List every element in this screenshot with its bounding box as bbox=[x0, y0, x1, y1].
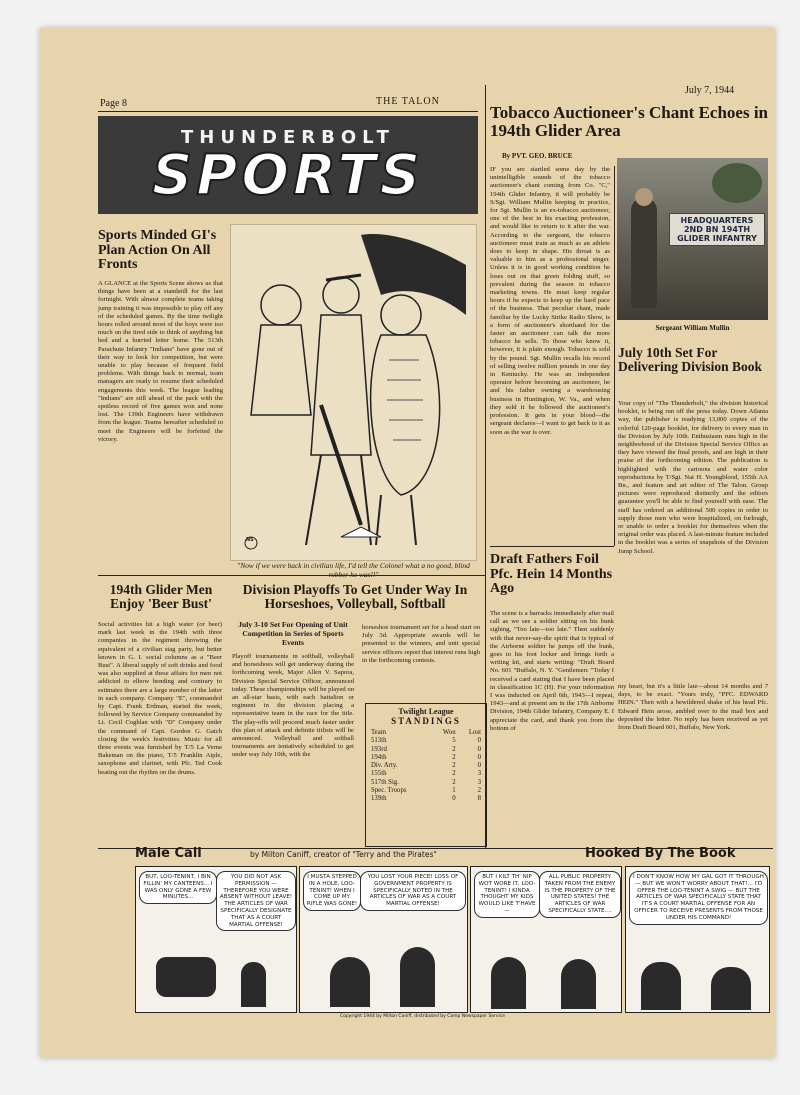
sports-banner bbox=[98, 116, 478, 214]
issue-date: July 7, 1944 bbox=[685, 85, 735, 96]
soldier-head bbox=[635, 188, 653, 206]
speech-balloon: YOU DID NOT ASK PERMISSION — THEREFORE YOU WERE ABSENT WITHOUT LEAVE! THE ARTICLES OF WAR SPECIFICALLY DESIGNATE THAT AS A COURT MARTIAL OFFENSE! bbox=[216, 871, 296, 931]
soldier-drawing bbox=[491, 957, 526, 1009]
page-number: Page 8 bbox=[100, 98, 127, 109]
officer-drawing bbox=[561, 959, 596, 1009]
jeep-drawing bbox=[156, 957, 216, 997]
team-name: 139th bbox=[371, 795, 387, 803]
officer-drawing bbox=[711, 967, 751, 1010]
division-book-body: Your copy of "The Thunderbolt," the division historical booklet, is being run off the press today. Down Atlanta way, the publisher is readying 13,000 copies of the colorful 120-page booklet, for delivery to every man in the Division by July 10th. Enthusiasm runs high in the neighborhood of the Division Special Service Office as they have viewed the final proofs, and are high in their praise of the forthcoming edition. The publication is highlighted with the cartoons and water color reproductions by T/Sgt. Nat H. Youngblood, 155th AA Bn., and feature and art editor of The Talon. Group pictures were reproduced distinctly and the editors guarantee you'll be able to find yourself with ease. The staff has ordered an additional 500 copies in order to supply those men who were hospitalized, on furlough, or unable to order a booklet for themselves when the original order was placed. A last-minute feature included in the booklet was a series of snapshots of the Division Jump School. bbox=[618, 400, 768, 555]
team-won: 1 bbox=[452, 787, 456, 795]
team-lost: 3 bbox=[477, 770, 481, 778]
officer-drawing bbox=[400, 947, 435, 1007]
team-won: 2 bbox=[452, 770, 456, 778]
team-won: 5 bbox=[452, 737, 456, 745]
photo-caption: Sergeant William Mullin bbox=[655, 324, 730, 332]
team-lost: 2 bbox=[477, 787, 481, 795]
team-lost: 8 bbox=[477, 795, 481, 803]
editorial-cartoon bbox=[230, 224, 477, 561]
playoffs-subhead: July 3-10 Set For Opening of Unit Competition in Series of Sports Events bbox=[238, 620, 348, 647]
table-row bbox=[369, 746, 483, 754]
tobacco-byline: By PVT. GEO. BRUCE bbox=[502, 152, 573, 160]
comic-panel-3 bbox=[470, 866, 622, 1013]
table-row bbox=[369, 770, 483, 778]
cartoonist-initials: NS bbox=[246, 537, 254, 543]
table-row bbox=[369, 754, 483, 762]
cartoon-caption: "Now if we were back in civilian life, I'd tell the Colonel what a no good, blind bbox=[237, 561, 470, 570]
team-name: 193rd bbox=[371, 745, 387, 753]
speech-balloon: ALL PUBLIC PROPERTY TAKEN FROM THE ENEMY IS THE PROPERTY OF THE UNITED STATES! THE ARTICLES OF WAR SPECIFICALLY STATE.... bbox=[539, 871, 621, 918]
standings-table bbox=[369, 729, 483, 804]
team-won: 2 bbox=[452, 745, 456, 753]
table-row bbox=[369, 779, 483, 787]
beer-bust-headline: 194th Glider Men Enjoy 'Beer Bust' bbox=[109, 582, 213, 612]
banner-line2: SPORTS bbox=[151, 142, 425, 208]
newspaper-page bbox=[40, 28, 775, 1058]
standings-subtitle: STANDINGS bbox=[391, 716, 461, 726]
beer-bust-body: Social activities hit a high water (or beer) mark last week in the 194th with three companies in the regiment throwing the equivalent of a civilian stag party, but better known in G. I. social columns as a "Beer Bust". A liberal supply of soft drinks and food was also supplied at these affairs for men not addicted to elbow bending and contrary to estimates there are a large number of the latter in each company. Company "E", commanded by Capt. Frank Erdman, started the week, followed by Service Company commanded by Lt. Cecil Coghlan with "D" Company under the command of Capt. Gordon G. Gatch closing the week's festivities. Music for all three events was furnished by T/5 La Verne Bakeman on the piano, T/5 Franklin Aiple, saxophone and clarinet, with Pfc. Ted Cook beating out the rhythm on the drums. bbox=[98, 621, 222, 776]
header-lost: Lost bbox=[468, 729, 481, 736]
cartoon-drawing bbox=[231, 225, 476, 560]
tobacco-body: IF you are startled some day by the unintelligible sounds of the tobacco auctioneer's chant coming from Co. "C," 194th Glider Infantry, it will probably be S/Sgt. William Mullin keeping in practice, for Sgt. Mullin is an ex-tobacco auctioneer, one of the best in his exacting profession, and would like to return to it after the war. According to the sergeant, the tobacco auctioneer must train as much as an athlete does to keep in shape. His throat is as valuable to him as a professional singer. Unless it is in good working condition he loses out on that green folding stuff, so prevalent during the season in tobacco marketing towns. He must keep regular hours if he expects to keep up the hard pace of the business. That peculiar chant, made familiar by the Lucky Strike Radio Show, is a form of auctioneer's shorthand for the faster an auctioneer can talk the more tobacco he sells. To those who know it, however, it is plain enough. Tobacco is sold by the pound. Sgt. Mullin recalls his record of selling twelve million pounds in one day in Kentucky. He was an independent operator before becoming an auctioneer, he and his father owning a warehousing business in Huntington, W. Va., and when they sold it he followed the auctioneer's profession. It gets in your blood—the sergeant declares—I want to get back to it as soon as the war is over. bbox=[490, 166, 610, 436]
table-row bbox=[369, 787, 483, 795]
soldier-figure bbox=[631, 198, 657, 308]
team-name: 155th bbox=[371, 770, 387, 778]
team-won: 2 bbox=[452, 778, 456, 786]
tree-shape bbox=[712, 163, 762, 203]
sports-body: A GLANCE at the Sports Scene shows us that things have been at a standstill for the last fortnight. With almost complete teams taking jump training it was impossible to play off any of the scheduled games. By the time twilight hours rolled around most of the boys were too much on the tired side to think of anything but bed and a hurried letter home. The 513th Parachute Infantry "Indians" have gone out of their way to look for competition, but were unable to play because of frequent field problems. With things back to normal, team managers are ready to resume their scheduled engagements this week. The league leading "Indians" are still ahead of the pack with the spotless record of five games won and none lost. The 139th Engineers have withdrawn from the league. Teams hereafter scheduled to meet the Engineers will be forfeited the victory. bbox=[98, 280, 223, 443]
sports-headline: Sports Minded GI's Plan Action On All Fronts bbox=[98, 228, 217, 273]
team-won: 2 bbox=[452, 753, 456, 761]
table-row bbox=[369, 762, 483, 770]
speech-balloon: BUT I KILT TH' NIP WOT WORE IT, LOO-TENINT! I KINDA THOUGHT MY KIDS WOULD LIKE T'HAVE— bbox=[474, 871, 540, 918]
soldier-drawing bbox=[241, 962, 266, 1007]
speech-balloon: YOU LOST YOUR PIECE! LOSS OF GOVERNMENT PROPERTY IS SPECIFICALLY NOTED IN THE ARTICLES OF WAR AS A COURT MARTIAL OFFENSE! bbox=[360, 871, 466, 911]
draft-body: The scene is a barracks immediately after mail call as we see a soldier sitting on his bunk sighing, "Too late—too late." Then suddenly with that never-say-die spirit that is typical of the Airborne soldier he jumps off the bunk, goes to his foot locker and brings forth a writing kit, and starts writing: "Draft Board No. 601 "Buffalo, N. Y. "Gentlemen: "Today I received a card stating that I have been placed in classification 1C (H). For your information I was inducted on April 6th, 1943—I repeat, 1943—and at present am in the 17th Airborne Division, 194th Glider Infantry, Company E. I appreciate the card, and thank you from the bottom of bbox=[490, 610, 614, 732]
comic-panel-1 bbox=[135, 866, 297, 1013]
draft-continued: my heart, but it's a little late—about 14 months and 7 days, to be exact. "Yours truly, "PFC. EDWARD HEIN." Then with a bewildered shake of his head Pfc. Edward Hein arose, ambled over to the mail box and deposited the letter. No reply has been received as yet from Draft Board 601, Buffalo, New York. bbox=[618, 683, 768, 732]
draft-headline: Draft Fathers Foil Pfc. Hein 14 Months Ago bbox=[490, 552, 613, 597]
playoffs-headline: Division Playoffs To Get Under Way In Horseshoes, Volleyball, Softball bbox=[242, 582, 468, 612]
soldier-drawing bbox=[641, 962, 681, 1010]
team-won: 0 bbox=[452, 795, 456, 803]
standings-header-row bbox=[369, 729, 483, 737]
team-lost: 3 bbox=[477, 778, 481, 786]
speech-balloon: I MUSTA STEPPED IN A HOLE, LOO-TENINT! WHEN I COME UP MY RIFLE WAS GONE! bbox=[303, 871, 361, 911]
playoffs-body-1: Playoff tournaments in softball, volleyball and horseshoes will get underway during the forthcoming week, Major Allen V. Sapora, Division Special Service Officer, announced today. These championships will be played on an all-star basis, with each battalion or regiment in the division placing a representative team in the race for the title. The play-offs will proceed much faster under this plan of attack and definite titlists will be announced. Volleyball and softball tournaments are tentatively scheduled to get under way July 10th, with the bbox=[232, 653, 354, 759]
header-team: Team bbox=[371, 729, 386, 736]
headquarters-sign: HEADQUARTERS 2ND BN 194TH GLIDER INFANTRY bbox=[669, 213, 765, 246]
comic-right-title: Hooked By The Book bbox=[585, 846, 736, 861]
team-won: 2 bbox=[452, 762, 456, 770]
speech-balloon: I DON'T KNOW HOW MY GAL GOT IT THROUGH — BUT WE WON'T WORRY ABOUT THAT!... I'D OFFER THE LOO-TENINT A SWIG — BUT THE ARTICLES OF WAR SPECIFICALLY STATE THAT IT'S A COURT MARTIAL OFFENSE FOR AN OFFICER TO RECEIVE PRESENTS FROM THOSE UNDER HIS COMMAND! bbox=[629, 871, 768, 925]
team-lost: 0 bbox=[477, 745, 481, 753]
speech-balloon: BUT, LOO-TENINT, I BIN FILLIN' MY CANTEENS... I WAS ONLY GONE A FEW MINUTES... bbox=[139, 871, 217, 904]
team-name: 194th bbox=[371, 753, 387, 761]
comic-copyright: Copyright 1944 by Milton Caniff, distributed by Camp Newspaper Service bbox=[340, 1014, 506, 1019]
comic-title: Male Call bbox=[135, 846, 202, 861]
team-name: Div. Arty. bbox=[371, 762, 398, 770]
standings-box bbox=[365, 703, 487, 847]
team-name: 517th Sig. bbox=[371, 778, 399, 786]
soldier-drawing bbox=[330, 957, 370, 1007]
team-lost: 0 bbox=[477, 762, 481, 770]
team-name: 513th bbox=[371, 737, 387, 745]
table-row bbox=[369, 795, 483, 803]
paper-name: THE TALON bbox=[376, 96, 440, 107]
team-lost: 0 bbox=[477, 737, 481, 745]
division-book-headline: July 10th Set For Delivering Division Book bbox=[618, 345, 763, 375]
standings-title: Twilight League bbox=[398, 707, 454, 716]
comic-panel-4 bbox=[625, 866, 770, 1013]
comic-panel-2 bbox=[299, 866, 468, 1013]
team-lost: 0 bbox=[477, 753, 481, 761]
tobacco-headline: Tobacco Auctioneer's Chant Echoes in 194th Glider Area bbox=[490, 103, 769, 140]
playoffs-body-2: horseshoe tournament set for a head start on July 3d. Appropriate awards will be presented to the winners, and unit special service officers report that interest runs high in the forthcoming contests. bbox=[362, 624, 480, 664]
comic-credit: by Milton Caniff, creator of "Terry and the Pirates" bbox=[250, 850, 437, 859]
sergeant-photo bbox=[617, 158, 768, 320]
banner-line1: THUNDERBOLT bbox=[181, 126, 395, 148]
table-row bbox=[369, 737, 483, 745]
team-name: Spec. Troops bbox=[371, 787, 407, 795]
header-won: Won bbox=[442, 729, 456, 736]
